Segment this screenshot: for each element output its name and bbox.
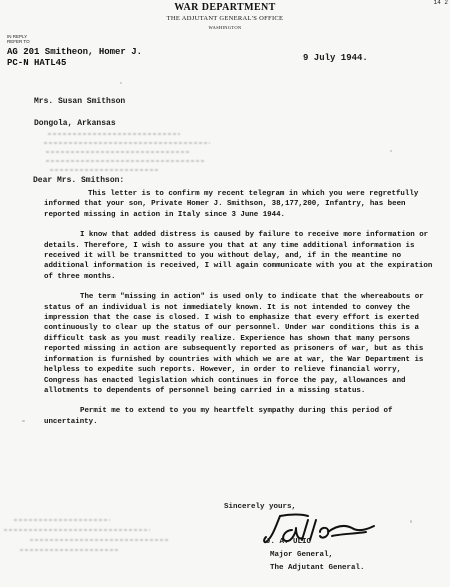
page-number: 14 2: [433, 0, 448, 6]
body-paragraph: I know that added distress is caused by failure to receive more information or details. Therefore, I wish to assure you that at any time additional information is received it will be transmitted to you without delay, and, if in the meantime no additional information is received, I will again communicate with you at the expiration of three months.: [44, 231, 433, 281]
file-reference-line-1: AG 201 Smitheon, Homer J.: [7, 47, 143, 57]
recipient-name: Mrs. Susan Smithson: [34, 97, 126, 106]
paper-speck: [390, 150, 392, 152]
signer-name: J. A. ULIO: [266, 538, 312, 546]
signer-rank: Major General,: [270, 551, 334, 559]
office-name: THE ADJUTANT GENERAL'S OFFICE: [166, 15, 284, 22]
signer-title: The Adjutant General.: [270, 564, 365, 572]
letter-body: [44, 189, 436, 437]
file-reference-line-2: PC-N HATL45: [7, 58, 67, 68]
bleed-through-marks: [40, 130, 220, 178]
letter-date: 9 July 1944.: [303, 53, 368, 63]
body-paragraph: This letter is to confirm my recent telegram in which you were regretfully informed that your son, Private Homer J. Smithson, 38,177,200, Infantry, has been reported missing in action in Italy since 3 June 1944.: [44, 190, 419, 219]
body-paragraph: Permit me to extend to you my heartfelt sympathy during this period of uncertainty.: [44, 407, 393, 426]
recipient-town: Dongola, Arkansas: [34, 119, 116, 128]
bleed-through-marks-lower: [0, 490, 200, 570]
department-name: WAR DEPARTMENT: [174, 2, 276, 13]
reply-note-line-1: IN REPLY: [7, 34, 28, 39]
paper-speck: [22, 420, 25, 422]
reply-reference-note: [7, 34, 30, 44]
paper-speck: [120, 82, 122, 84]
closing: Sincerely yours,: [224, 503, 297, 511]
city-name: WASHINGTON: [208, 25, 242, 30]
body-paragraph: The term "missing in action" is used only to indicate that the whereabouts or status of an individual is not immediately known. It is not intended to convey the impression that the case is closed. I wish to emphasize that every effort is exerted continuously to clear up the status of our personnel. Under war conditions this is a difficult task as you must readily realize. Experience has shown that many persons reported missing in action are subsequently reported as prisoners of war, but as this information is furnished by countries with which we are at war, the War Department is helpless to expedite such reports. However, in order to relieve financial worry, Congress has enacted legislation which continues in force the pay, allowances and allotments to dependents of personnel being carried in a missing status.: [44, 293, 424, 395]
letterhead: [0, 2, 450, 30]
reply-note-line-2: REFER TO: [7, 39, 30, 44]
salutation: Dear Mrs. Smithson:: [33, 176, 125, 185]
paper-speck: [410, 520, 412, 523]
